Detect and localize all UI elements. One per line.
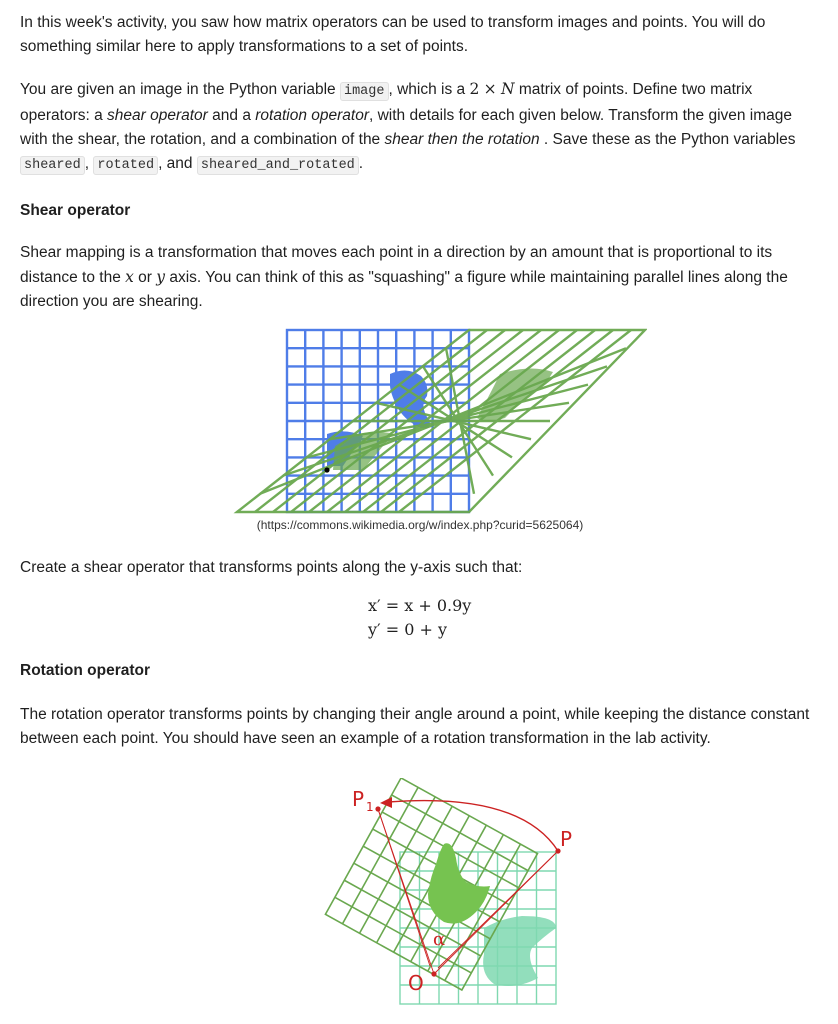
shear-equations: [368, 594, 471, 642]
figure-caption: (https://commons.wikimedia.org/w/index.php?curid=5625064): [256, 518, 584, 532]
point-o: [431, 971, 436, 976]
task-paragraph: You are given an image in the Python variable image , which is a 2 × N matrix of points. Define two matrix operators: a shear operator and a rotation operator, with details for each given below. Transform the given image with the shear, the rotation, and a combination of the shear then the rotation . Save these as the Python variables sheared , rotated , and sheared_and_rotated .: [20, 80, 796, 173]
equation-y: y′ = 0 + y: [368, 620, 448, 639]
code-sheared: sheared: [20, 156, 85, 175]
origin-point: [324, 467, 329, 472]
label-o: O: [408, 971, 424, 995]
shear-heading: Shear operator: [20, 202, 131, 219]
label-p: P: [560, 827, 573, 851]
rotation-arc: [388, 801, 558, 851]
original-shape: [483, 916, 556, 986]
label-alpha: α: [433, 929, 446, 950]
shear-figure: [215, 326, 647, 516]
dim-rows: 2: [469, 80, 480, 98]
label-p1: P: [352, 787, 365, 811]
rotation-heading: Rotation operator: [20, 662, 151, 679]
dim-cols: N: [500, 80, 515, 98]
code-sheared-and-rotated: sheared_and_rotated: [197, 156, 359, 175]
rotation-figure: [280, 778, 600, 1024]
shear-description: Shear mapping is a transformation that moves each point in a direction by an amount that is proportional to its distance to the x or y axis. You can think of this as "squashing" a figure while maintaining parallel lines along the direction you are shearing.: [20, 244, 788, 310]
point-p1: [375, 806, 380, 811]
rotation-description: The rotation operator transforms points by changing their angle around a point, while keeping the distance constant between each point. You should have seen an example of a rotation transformation in the lab activity.: [20, 706, 810, 747]
label-p1-sub: 1: [366, 800, 374, 814]
shear-instruction: Create a shear operator that transforms points along the y-axis such that:: [20, 559, 523, 576]
equation-x: x′ = x + 0.9y: [368, 596, 472, 615]
intro-paragraph: In this week's activity, you saw how matrix operators can be used to transform images and points. You will do something similar here to apply transformations to a set of points.: [20, 14, 766, 55]
code-rotated: rotated: [93, 156, 158, 175]
green-shape-upper: [477, 368, 553, 421]
code-image: image: [340, 82, 389, 101]
